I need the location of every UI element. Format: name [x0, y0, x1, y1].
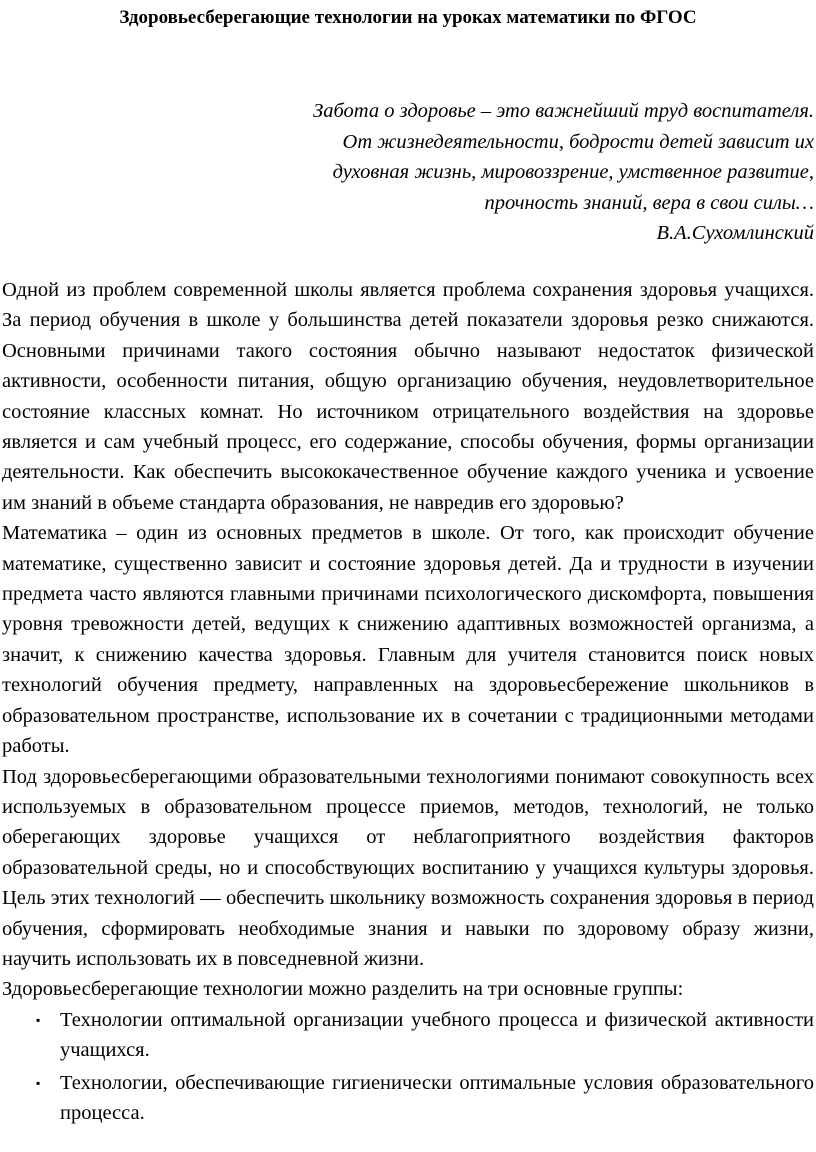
list-item [2, 1005, 814, 1066]
list-item-text: Технологии, обеспечивающие гигиенически оптимальные условия образовательного процесса. [60, 1071, 814, 1124]
paragraph: Одной из проблем современной школы является проблема сохранения здоровья учащихся. За период обучения в школе у большинства детей показатели здоровья резко снижаются. Основными причинами такого состояния обычно называют недостаток физической активности, особенности питания, общую организацию обучения, неудовлетворительное состояние классных комнат. Но источником отрицательного воздействия на здоровье является и сам учебный процесс, его содержание, способы обучения, формы организации деятельности. Как обеспечить высококачественное обучение каждого ученика и усвоение им знаний в объеме стандарта образования, не навредив его здоровью? [2, 279, 814, 514]
square-bullet-icon: ▪ [36, 1012, 41, 1027]
groups-list [2, 1005, 814, 1129]
epigraph-author: В.А.Сухомлинский [656, 222, 814, 244]
square-bullet-icon: ▪ [36, 1075, 41, 1090]
epigraph-line: духовная жизнь, мировоззрение, умственное развитие, [332, 161, 814, 183]
document-body [2, 275, 814, 1130]
document-title: Здоровьесберегающие технологии на уроках математики по ФГОС [119, 7, 697, 28]
list-item [2, 1068, 814, 1129]
epigraph-line: прочность знаний, вера в свои силы… [484, 191, 814, 214]
paragraph: Под здоровьесберегающими образовательными технологиями понимают совокупность всех используемых в образовательном процессе приемов, методов, технологий, не только оберегающих здоровье учащихся от неблагоприятного воздействия факторов образовательной среды, но и способствующих воспитанию у учащихся культуры здоровья. Цель этих технологий — обеспечить школьнику возможность сохранения здоровья в период обучения, сформировать необходимые знания и навыки по здоровому образу жизни, научить использовать их в повседневной жизни. [2, 765, 814, 970]
list-item-text: Технологии оптимальной организации учебного процесса и физической активности учащихся. [60, 1008, 814, 1062]
epigraph-line: От жизнедеятельности, бодрости детей зависит их [342, 130, 814, 153]
epigraph [214, 96, 814, 249]
epigraph-line: Забота о здоровье – это важнейший труд воспитателя. [313, 100, 814, 122]
paragraph: Математика – один из основных предметов в школе. От того, как происходит обучение математике, существенно зависит и состояние здоровья детей. Да и трудности в изучении предмета часто являются главными причинами психологического дискомфорта, повышения уровня тревожности детей, ведущих к снижению адаптивных возможностей организма, а значит, к снижению качества здоровья. Главным для учителя становится поиск новых технологий обучения предмету, направленных на здоровьесбережение школьников в образовательном пространстве, использование их в сочетании с традиционными методами работы. [2, 522, 814, 758]
groups-intro: Здоровьесберегающие технологии можно разделить на три основные группы: [2, 978, 684, 1001]
